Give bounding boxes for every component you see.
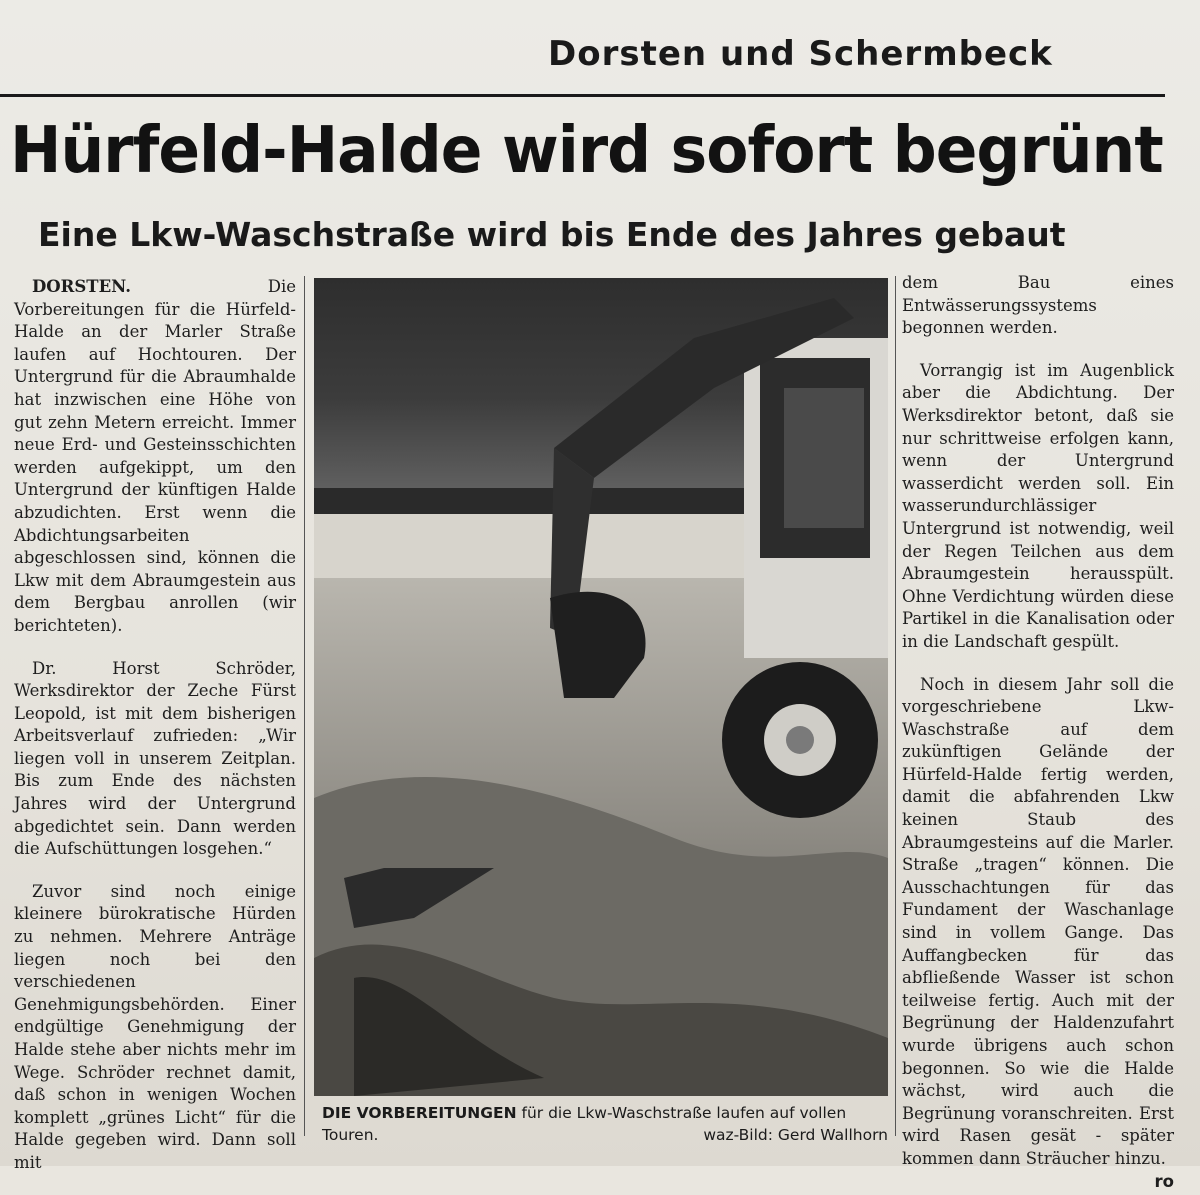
headline: Hürfeld-Halde wird sofort begrünt	[10, 114, 1163, 188]
section-title: Dorsten und Schermbeck	[548, 34, 1053, 74]
caption-lead: DIE VORBEREITUNGEN	[322, 1104, 517, 1122]
article-column-left	[14, 276, 296, 1195]
dateline: DORSTEN.	[32, 277, 131, 296]
photo-caption	[322, 1102, 888, 1150]
paragraph: Dr. Horst Schröder, Werksdirektor der Zeche Fürst Leopold, ist mit dem bisherigen Arbeitsverlauf zufrieden: „Wir liegen voll in unserem Zeitplan. Bis zum Ende des nächsten Jahres wird der Untergrund abgedichtet sein. Dann werden die Aufschüttungen losgehen.“	[14, 658, 296, 859]
section-rule	[0, 94, 1165, 97]
excavator-photo	[314, 278, 888, 1096]
paragraph: Zuvor sind noch einige kleinere bürokratische Hürden zu nehmen. Mehrere Anträge liegen noch bei den verschiedenen Genehmigungsbehörden. Einer endgültige Genehmigung der Halde stehe aber nichts mehr im Wege. Schröder rechnet damit, daß schon in wenigen Wochen komplett „grünes Licht“ für die Halde gegeben wird. Dann soll mit	[14, 881, 296, 1172]
author-signature: ro	[1154, 1171, 1174, 1191]
article-column-right	[902, 272, 1174, 1193]
paragraph: dem Bau eines Entwässerungssystems begonnen werden.	[902, 273, 1174, 338]
photo-credit: waz-Bild: Gerd Wallhorn	[703, 1126, 888, 1144]
paragraph-text: Die Vorbereitungen für die Hürfeld-Halde an der Marler Straße laufen auf Hochtouren. Der Untergrund für die Abraumhalde hat inzwischen eine Höhe von gut zehn Metern erreicht. Immer neue Erd- und Gesteinsschichten werden aufgekippt, um den Untergrund der künftigen Halde abzudichten. Erst wenn die Abdichtungsarbeiten abgeschlossen sind, können die Lkw mit dem Abraumgestein aus dem Bergbau anrollen (wir berichteten).	[14, 277, 296, 635]
caption-text: für die Lkw-Waschstraße laufen auf vollen Touren.	[322, 1104, 847, 1144]
paragraph-text: Noch in diesem Jahr soll die vorgeschriebene Lkw-Waschstraße auf dem zukünftigen Gelände der Hürfeld-Halde fertig werden, damit die abfahrenden Lkw keinen Staub des Abraumgesteins auf die Marler. Straße „tragen“ können. Die Ausschachtungen für das Fundament der Waschanlage sind in vollem Gange. Das Auffangbecken für das abfließende Wasser ist schon teilweise fertig. Auch mit der Begrünung der Haldenzufahrt wurde übrigens auch schon begonnen. So wie die Halde wächst, wird auch die Begrünung voranschreiten. Erst wird Rasen gesät - später kommen dann Sträucher hinzu.	[902, 674, 1174, 1168]
paragraph	[14, 276, 296, 638]
paragraph	[902, 674, 1174, 1191]
column-rule	[895, 276, 896, 1136]
paragraph: Vorrangig ist im Augenblick aber die Abdichtung. Der Werksdirektor betont, daß sie nur schrittweise erfolgen kann, wenn der Untergrund wasserdicht werden soll. Ein wasserundurchlässiger Untergrund ist notwendig, weil der Regen Teilchen aus dem Abraumgestein herausspült. Ohne Verdichtung würden diese Partikel in die Kanalisation oder in die Landschaft gespült.	[902, 360, 1174, 651]
excavator-illustration	[314, 278, 888, 1096]
column-rule	[304, 276, 305, 1136]
subheadline: Eine Lkw-Waschstraße wird bis Ende des Jahres gebaut	[38, 215, 1066, 254]
